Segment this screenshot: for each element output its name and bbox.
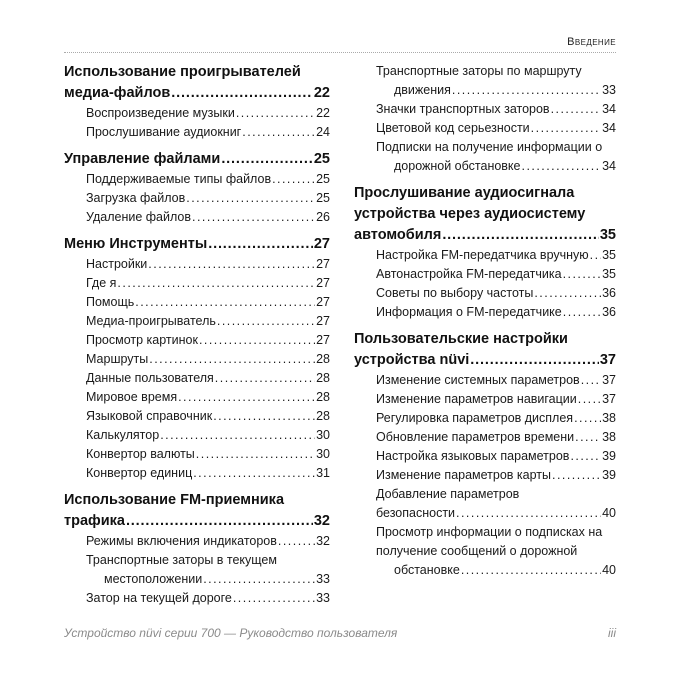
toc-page-number: 40 <box>602 506 616 520</box>
toc-entry-title: местоположении <box>104 572 203 586</box>
toc-leader-dots <box>578 390 601 409</box>
toc-page-number: 32 <box>316 534 330 548</box>
toc-entry-row <box>376 246 616 265</box>
toc-page-number: 35 <box>602 267 616 281</box>
toc-entry-row <box>86 189 330 208</box>
toc-entry-row <box>86 104 330 123</box>
toc-entry-row <box>376 265 616 284</box>
toc-entry-title: Значки транспортных заторов <box>376 102 550 116</box>
toc-leader-dots <box>199 331 315 350</box>
toc-entry-title: Настройка языковых параметров <box>376 449 570 463</box>
toc-section-entry <box>64 490 330 532</box>
toc-subsection-entry <box>354 466 616 485</box>
toc-section-entry <box>354 329 616 371</box>
toc-leader-dots <box>192 208 315 227</box>
toc-leader-dots <box>221 149 313 170</box>
toc-entry-row <box>376 371 616 390</box>
toc-entry-title: Языковой справочник <box>86 409 213 423</box>
toc-subsection-entry <box>354 138 616 176</box>
toc-page-number: 40 <box>602 563 616 577</box>
toc-entry-title: дорожной обстановке <box>394 159 521 173</box>
toc-entry-row <box>86 388 330 407</box>
toc-leader-dots <box>203 570 315 589</box>
toc-leader-dots <box>208 234 313 255</box>
toc-subsection-entry <box>354 246 616 265</box>
toc-entry-row <box>376 303 616 322</box>
toc-page-number: 31 <box>316 466 330 480</box>
toc-entry-row <box>86 369 330 388</box>
toc-entry-title: Калькулятор <box>86 428 160 442</box>
toc-subsection-entry <box>64 274 330 293</box>
toc-entry-row <box>86 445 330 464</box>
toc-entry-line: Транспортные заторы в текущем <box>86 553 277 567</box>
toc-leader-dots <box>534 284 601 303</box>
toc-page-number: 36 <box>602 305 616 319</box>
toc-subsection-entry <box>64 426 330 445</box>
toc-entry-title: Настройки <box>86 257 148 271</box>
toc-entry-row <box>86 407 330 426</box>
toc-entry-title: Помощь <box>86 295 135 309</box>
toc-entry-title: Загрузка файлов <box>86 191 186 205</box>
toc-page-number: 37 <box>599 352 616 368</box>
toc-subsection-entry <box>64 350 330 369</box>
toc-entry-line: Добавление параметров <box>376 487 520 501</box>
toc-leader-dots <box>236 104 315 123</box>
toc-entry-row <box>86 255 330 274</box>
toc-entry-line: устройства через аудиосистему <box>354 206 586 222</box>
toc-subsection-entry <box>354 409 616 428</box>
toc-page-number: 36 <box>602 286 616 300</box>
toc-entry-title: движения <box>394 83 451 97</box>
toc-leader-dots <box>278 532 315 551</box>
toc-leader-dots <box>575 428 601 447</box>
toc-page-number: 35 <box>599 227 616 243</box>
toc-left-column <box>64 62 330 608</box>
toc-page-number: 34 <box>602 102 616 116</box>
toc-page-number: 39 <box>602 468 616 482</box>
toc-entry-title: Где я <box>86 276 117 290</box>
toc-leader-dots <box>461 561 601 580</box>
toc-leader-dots <box>574 409 601 428</box>
toc-entry-title: Медиа-проигрыватель <box>86 314 216 328</box>
toc-leader-dots <box>215 369 315 388</box>
toc-entry-line: Транспортные заторы по маршруту <box>376 64 582 78</box>
toc-leader-dots <box>213 407 315 426</box>
toc-page-number: 22 <box>316 106 330 120</box>
toc-subsection-entry <box>64 532 330 551</box>
toc-subsection-entry <box>354 100 616 119</box>
toc-subsection-entry <box>64 189 330 208</box>
toc-entry-title: Изменение системных параметров <box>376 373 580 387</box>
toc-subsection-entry <box>64 589 330 608</box>
toc-subsection-entry <box>64 551 330 589</box>
toc-page-number: 26 <box>316 210 330 224</box>
toc-subsection-entry <box>64 388 330 407</box>
toc-entry-row <box>86 570 330 589</box>
toc-leader-dots <box>522 157 602 176</box>
toc-entry-title: безопасности <box>376 506 456 520</box>
toc-entry-row <box>376 100 616 119</box>
toc-subsection-entry <box>354 390 616 409</box>
toc-leader-dots <box>217 312 315 331</box>
toc-entry-line: Подписки на получение информации о <box>376 140 603 154</box>
toc-leader-dots <box>570 447 601 466</box>
toc-right-column <box>354 62 616 580</box>
toc-subsection-entry <box>64 293 330 312</box>
toc-entry-title: устройства nüvi <box>354 352 470 368</box>
toc-page-number: 33 <box>602 83 616 97</box>
page-header-title: Введение <box>567 36 616 48</box>
toc-page-number: 25 <box>313 151 330 167</box>
toc-page-number: 27 <box>316 314 330 328</box>
toc-entry-title: медиа-файлов <box>64 85 171 101</box>
toc-leader-dots <box>160 426 315 445</box>
toc-page-number: 27 <box>316 295 330 309</box>
toc-entry-row <box>376 81 616 100</box>
toc-entry-title: Изменение параметров карты <box>376 468 552 482</box>
toc-leader-dots <box>470 350 599 371</box>
toc-page-number: 38 <box>602 411 616 425</box>
toc-entry-title: Управление файлами <box>64 151 221 167</box>
toc-entry-title: обстановке <box>394 563 460 577</box>
toc-page-number: 30 <box>316 447 330 461</box>
toc-entry-row <box>64 83 330 104</box>
toc-subsection-entry <box>64 464 330 483</box>
toc-page-number: 28 <box>316 371 330 385</box>
toc-entry-title: Данные пользователя <box>86 371 214 385</box>
toc-entry-row <box>376 119 616 138</box>
toc-subsection-entry <box>64 369 330 388</box>
toc-entry-row <box>86 331 330 350</box>
toc-page-number: 35 <box>602 248 616 262</box>
toc-subsection-entry <box>354 485 616 523</box>
toc-entry-row <box>376 284 616 303</box>
toc-subsection-entry <box>354 523 616 580</box>
toc-entry-row <box>86 293 330 312</box>
toc-entry-row <box>376 504 616 523</box>
toc-entry-row <box>376 157 616 176</box>
toc-page-number: 27 <box>316 276 330 290</box>
toc-section-entry <box>64 62 330 104</box>
toc-leader-dots <box>117 274 315 293</box>
toc-subsection-entry <box>354 119 616 138</box>
toc-entry-title: Автонастройка FM-передатчика <box>376 267 562 281</box>
toc-entry-title: Изменение параметров навигации <box>376 392 577 406</box>
toc-entry-title: Конвертор единиц <box>86 466 193 480</box>
toc-section-entry <box>354 183 616 246</box>
toc-subsection-entry <box>64 445 330 464</box>
toc-entry-row <box>64 149 330 170</box>
toc-entry-title: Настройка FM-передатчика вручную <box>376 248 589 262</box>
toc-subsection-entry <box>64 104 330 123</box>
toc-subsection-entry <box>354 371 616 390</box>
toc-entry-row <box>376 428 616 447</box>
toc-entry-row <box>86 532 330 551</box>
toc-entry-row <box>64 234 330 255</box>
toc-entry-row <box>376 447 616 466</box>
toc-entry-row <box>86 312 330 331</box>
toc-entry-line: Использование FM-приемника <box>64 492 285 508</box>
toc-page-number: 32 <box>313 513 330 529</box>
toc-entry-row <box>64 511 330 532</box>
toc-entry-title: Меню Инструменты <box>64 236 208 252</box>
toc-page-number: 22 <box>313 85 330 101</box>
toc-entry-row <box>376 561 616 580</box>
toc-subsection-entry <box>64 312 330 331</box>
toc-leader-dots <box>563 265 602 284</box>
toc-leader-dots <box>452 81 601 100</box>
toc-leader-dots <box>551 100 602 119</box>
toc-page-number: 39 <box>602 449 616 463</box>
page-footer <box>64 626 616 640</box>
toc-entry-title: Мировое время <box>86 390 178 404</box>
toc-page-number: 28 <box>316 352 330 366</box>
toc-leader-dots <box>531 119 601 138</box>
toc-page-number: 28 <box>316 409 330 423</box>
toc-entry-title: Поддерживаемые типы файлов <box>86 172 272 186</box>
toc-entry-title: Регулировка параметров дисплея <box>376 411 574 425</box>
footer-page-number: iii <box>608 626 616 640</box>
toc-entry-row <box>86 274 330 293</box>
toc-entry-row <box>86 350 330 369</box>
toc-entry-title: Информация о FM-передатчике <box>376 305 562 319</box>
toc-leader-dots <box>126 511 313 532</box>
toc-page-number: 25 <box>316 191 330 205</box>
toc-entry-title: Удаление файлов <box>86 210 192 224</box>
toc-entry-title: Маршруты <box>86 352 149 366</box>
toc-page-number: 30 <box>316 428 330 442</box>
toc-leader-dots <box>563 303 601 322</box>
toc-entry-line: Просмотр информации о подписках на <box>376 525 603 539</box>
toc-page-number: 37 <box>602 373 616 387</box>
toc-entry-line: Использование проигрывателей <box>64 64 301 80</box>
toc-entry-row <box>354 350 616 371</box>
toc-page-number: 37 <box>602 392 616 406</box>
toc-page-number: 33 <box>316 572 330 586</box>
toc-entry-title: Воспроизведение музыки <box>86 106 235 120</box>
toc-entry-row <box>86 464 330 483</box>
toc-page-number: 27 <box>316 257 330 271</box>
toc-entry-row <box>376 466 616 485</box>
toc-leader-dots <box>135 293 315 312</box>
toc-subsection-entry <box>64 407 330 426</box>
toc-entry-row <box>86 426 330 445</box>
toc-leader-dots <box>196 445 315 464</box>
toc-entry-line: Прослушивание аудиосигнала <box>354 185 575 201</box>
toc-entry-row <box>376 409 616 428</box>
toc-entry-row <box>354 225 616 246</box>
toc-entry-row <box>86 123 330 142</box>
toc-leader-dots <box>186 189 315 208</box>
toc-entry-line: получение сообщений о дорожной <box>376 544 578 558</box>
toc-leader-dots <box>590 246 601 265</box>
toc-entry-title: Конвертор валюты <box>86 447 195 461</box>
toc-entry-title: автомобиля <box>354 227 442 243</box>
toc-page-number: 28 <box>316 390 330 404</box>
toc-leader-dots <box>272 170 315 189</box>
toc-entry-title: Цветовой код серьезности <box>376 121 530 135</box>
toc-leader-dots <box>552 466 601 485</box>
toc-leader-dots <box>148 255 315 274</box>
toc-entry-title: Советы по выбору частоты <box>376 286 534 300</box>
toc-entry-title: Прослушивание аудиокниг <box>86 125 242 139</box>
toc-leader-dots <box>193 464 315 483</box>
toc-leader-dots <box>456 504 601 523</box>
toc-entry-row <box>86 589 330 608</box>
toc-leader-dots <box>178 388 315 407</box>
toc-subsection-entry <box>64 331 330 350</box>
toc-leader-dots <box>242 123 315 142</box>
toc-page-number: 24 <box>316 125 330 139</box>
toc-page-number: 27 <box>316 333 330 347</box>
toc-subsection-entry <box>64 208 330 227</box>
toc-entry-title: Режимы включения индикаторов <box>86 534 277 548</box>
toc-subsection-entry <box>64 170 330 189</box>
toc-entry-row <box>376 390 616 409</box>
footer-manual-title: Устройство nüvi серии 700 — Руководство пользователя <box>64 626 398 640</box>
toc-section-entry <box>64 234 330 255</box>
toc-leader-dots <box>149 350 315 369</box>
toc-entry-title: трафика <box>64 513 125 529</box>
toc-page-number: 25 <box>316 172 330 186</box>
toc-leader-dots <box>581 371 601 390</box>
toc-subsection-entry <box>354 284 616 303</box>
toc-entry-line: Пользовательские настройки <box>354 331 568 347</box>
toc-subsection-entry <box>64 255 330 274</box>
toc-subsection-entry <box>354 303 616 322</box>
toc-leader-dots <box>171 83 313 104</box>
toc-page-number: 34 <box>602 121 616 135</box>
toc-subsection-entry <box>64 123 330 142</box>
toc-entry-row <box>86 170 330 189</box>
toc-section-entry <box>64 149 330 170</box>
toc-entry-title: Просмотр картинок <box>86 333 198 347</box>
toc-entry-row <box>86 208 330 227</box>
toc-page-number: 34 <box>602 159 616 173</box>
toc-subsection-entry <box>354 428 616 447</box>
toc-entry-title: Затор на текущей дороге <box>86 591 232 605</box>
toc-page-number: 27 <box>313 236 330 252</box>
toc-page-number: 38 <box>602 430 616 444</box>
toc-subsection-entry <box>354 62 616 100</box>
toc-subsection-entry <box>354 265 616 284</box>
toc-entry-title: Обновление параметров времени <box>376 430 575 444</box>
toc-leader-dots <box>442 225 599 246</box>
toc-leader-dots <box>233 589 315 608</box>
toc-page-number: 33 <box>316 591 330 605</box>
toc-subsection-entry <box>354 447 616 466</box>
header-divider <box>64 52 616 53</box>
